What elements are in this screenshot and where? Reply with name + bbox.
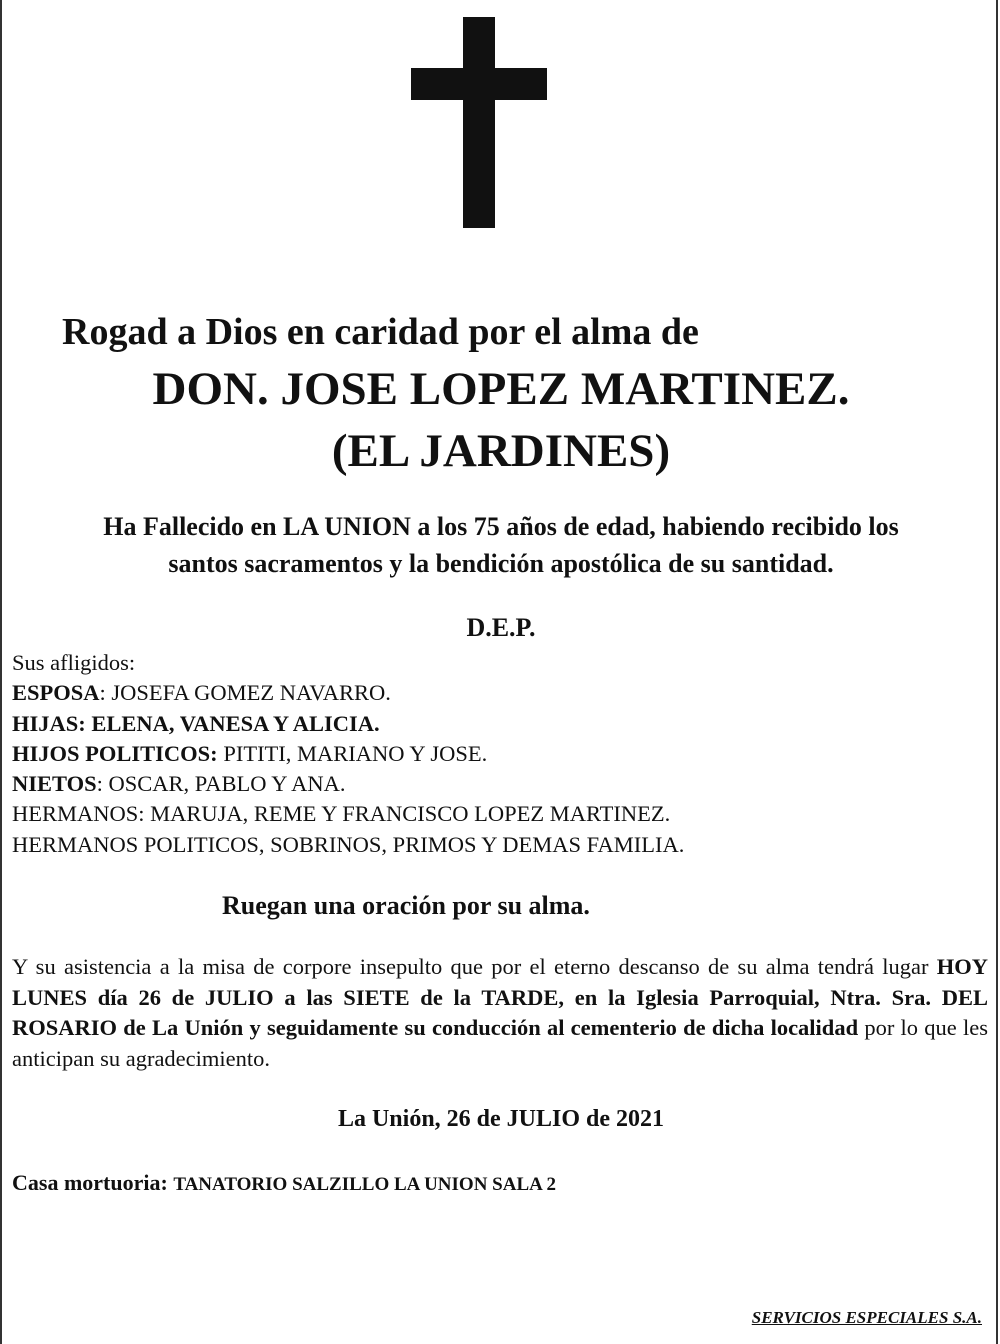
dateline: La Unión, 26 de JULIO de 2021 bbox=[337, 1106, 665, 1132]
announcement-line-2: santos sacramentos y la bendición apostólica de su santidad. bbox=[168, 549, 834, 578]
death-announcement bbox=[12, 508, 990, 582]
mass-text-bold: HOY LUNES día 26 de JULIO a las SIETE de la TARDE, en la Iglesia Parroquial, Ntra. Sra. DEL ROSARIO de La Unión y seguidamente su conducción al cementerio de dicha localidad bbox=[12, 954, 988, 1040]
esposa-label: ESPOSA bbox=[12, 680, 100, 706]
mass-text-1: Y su asistencia a la misa de corpore insepulto que por el eterno descanso de su alma tendrá lugar bbox=[12, 954, 937, 979]
deceased-alias: (EL JARDINES) bbox=[331, 425, 671, 477]
funeral-home-value: TANATORIO SALZILLO LA UNION SALA 2 bbox=[173, 1174, 557, 1195]
prayer-line: Rogad a Dios en caridad por el alma de bbox=[62, 311, 699, 353]
nietos-value: : OSCAR, PABLO Y ANA. bbox=[96, 771, 346, 797]
funeral-home bbox=[12, 1170, 556, 1196]
family-list bbox=[12, 648, 684, 860]
funeral-home-label: Casa mortuoria: bbox=[12, 1170, 174, 1195]
hijas-label: HIJAS: ELENA, VANESA Y ALICIA. bbox=[12, 710, 380, 736]
announcement-line-1: Ha Fallecido en LA UNION a los 75 años de edad, habiendo recibido los bbox=[103, 512, 899, 541]
mass-text-3: por lo que les anticipan su agradecimiento. bbox=[12, 1015, 988, 1071]
deceased-name: DON. JOSE LOPEZ MARTINEZ. bbox=[152, 363, 850, 415]
prayer-request: Ruegan una oración por su alma. bbox=[222, 891, 590, 920]
family-nietos bbox=[12, 769, 684, 799]
mass-paragraph bbox=[12, 952, 988, 1074]
family-hijas bbox=[12, 709, 684, 739]
family-esposa bbox=[12, 678, 684, 708]
family-intro: Sus afligidos: bbox=[12, 650, 136, 675]
footer-company: SERVICIOS ESPECIALES S.A. bbox=[751, 1308, 982, 1327]
family-hijos-politicos bbox=[12, 739, 684, 769]
esposa-value: : JOSEFA GOMEZ NAVARRO. bbox=[99, 680, 391, 706]
family-hermanos: HERMANOS: MARUJA, REME Y FRANCISCO LOPEZ MARTINEZ. bbox=[12, 801, 671, 827]
dep-heading: D.E.P. bbox=[466, 613, 536, 642]
family-hermanos-politicos: HERMANOS POLITICOS, SOBRINOS, PRIMOS Y DEMAS FAMILIA. bbox=[12, 831, 685, 857]
hijos-politicos-value: PITITI, MARIANO Y JOSE. bbox=[217, 740, 488, 766]
hijos-politicos-label: HIJOS POLITICOS: bbox=[12, 740, 218, 766]
nietos-label: NIETOS bbox=[12, 771, 97, 797]
